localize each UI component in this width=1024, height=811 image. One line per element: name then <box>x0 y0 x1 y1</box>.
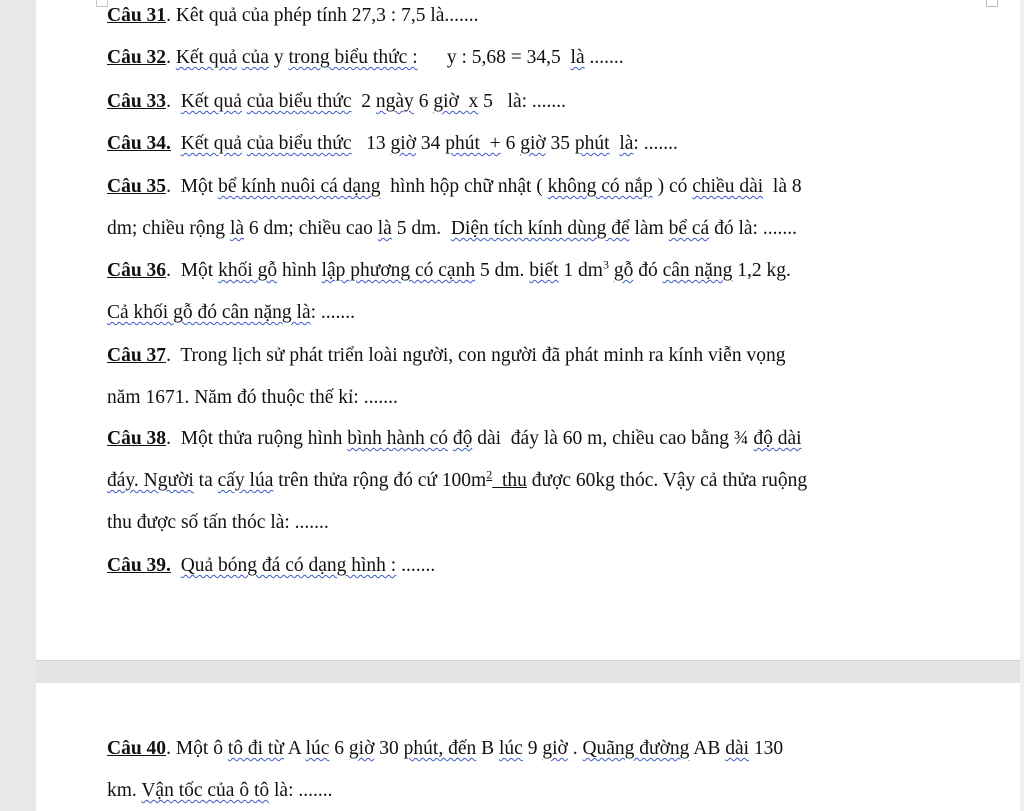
page-break <box>36 660 1020 684</box>
question-37-line-2: năm 1671. Năm đó thuộc thế kỉ: ....... <box>107 387 398 408</box>
question-label: Câu 31 <box>107 5 167 26</box>
question-label: Câu 33 <box>107 91 167 112</box>
margin-corner-marker <box>986 0 998 7</box>
question-label: Câu 37 <box>107 345 167 366</box>
question-40: Câu 40. Một ô tô đi từ A lúc 6 giờ 30 phút, đến B lúc 9 giờ . Quãng đường AB dài 130 <box>107 738 784 759</box>
question-label: Câu 38 <box>107 428 167 449</box>
question-label: Câu 32 <box>107 47 167 68</box>
left-margin <box>0 0 36 811</box>
question-label: Câu 34. <box>107 133 171 154</box>
question-40-line-2: km. Vận tốc của ô tô là: ....... <box>107 780 333 801</box>
question-38-line-3: thu được số tấn thóc là: ....... <box>107 512 329 533</box>
question-label: Câu 35 <box>107 176 167 197</box>
question-38: Câu 38. Một thửa ruộng hình bình hành có độ dài đáy là 60 m, chiều cao bằng ¾ độ dài <box>107 428 802 449</box>
right-margin <box>1020 0 1024 811</box>
question-38-line-2: đáy. Người ta cấy lúa trên thửa rộng đó cứ $100m^2$ thu được 60kg thóc. Vậy cả thửa ruộng <box>107 467 808 491</box>
question-label: Câu 40 <box>107 738 167 759</box>
question-35: Câu 35. Một bể kính nuôi cá dạng hình hộp chữ nhật ( không có nắp ) có chiều dài là 8 <box>107 176 802 197</box>
question-35-line-2: dm; chiều rộng là 6 dm; chiều cao là 5 dm. Diện tích kính dùng để làm bể cá đó là: ....... <box>107 218 797 239</box>
question-39: Câu 39. Quả bóng đá có dạng hình : ....... <box>107 555 436 576</box>
question-label: Câu 39. <box>107 555 171 576</box>
question-36-line-2: Cả khối gỗ đó cân nặng là: ....... <box>107 302 356 323</box>
question-36: Câu 36. Một khối gỗ hình lập phương có cạnh 5 dm. biết 1 $dm^3$ gỗ đó cân nặng 1,2 kg. <box>107 257 791 281</box>
question-33: Câu 33. Kết quả của biểu thức 2 ngày 6 giờ x 5 là: ....... <box>107 91 567 112</box>
question-37: Câu 37. Trong lịch sử phát triển loài người, con người đã phát minh ra kính viễn vọng <box>107 345 786 366</box>
question-32: Câu 32. Kết quả của y trong biểu thức : y : 5,68 = 34,5 là ....... <box>107 47 624 68</box>
question-34: Câu 34. Kết quả của biểu thức 13 giờ 34 phút + 6 giờ 35 phút là: ....... <box>107 133 678 154</box>
question-31: Câu 31. Kêt quả của phép tính 27,3 : 7,5 là....... <box>107 5 479 26</box>
question-label: Câu 36 <box>107 260 167 281</box>
